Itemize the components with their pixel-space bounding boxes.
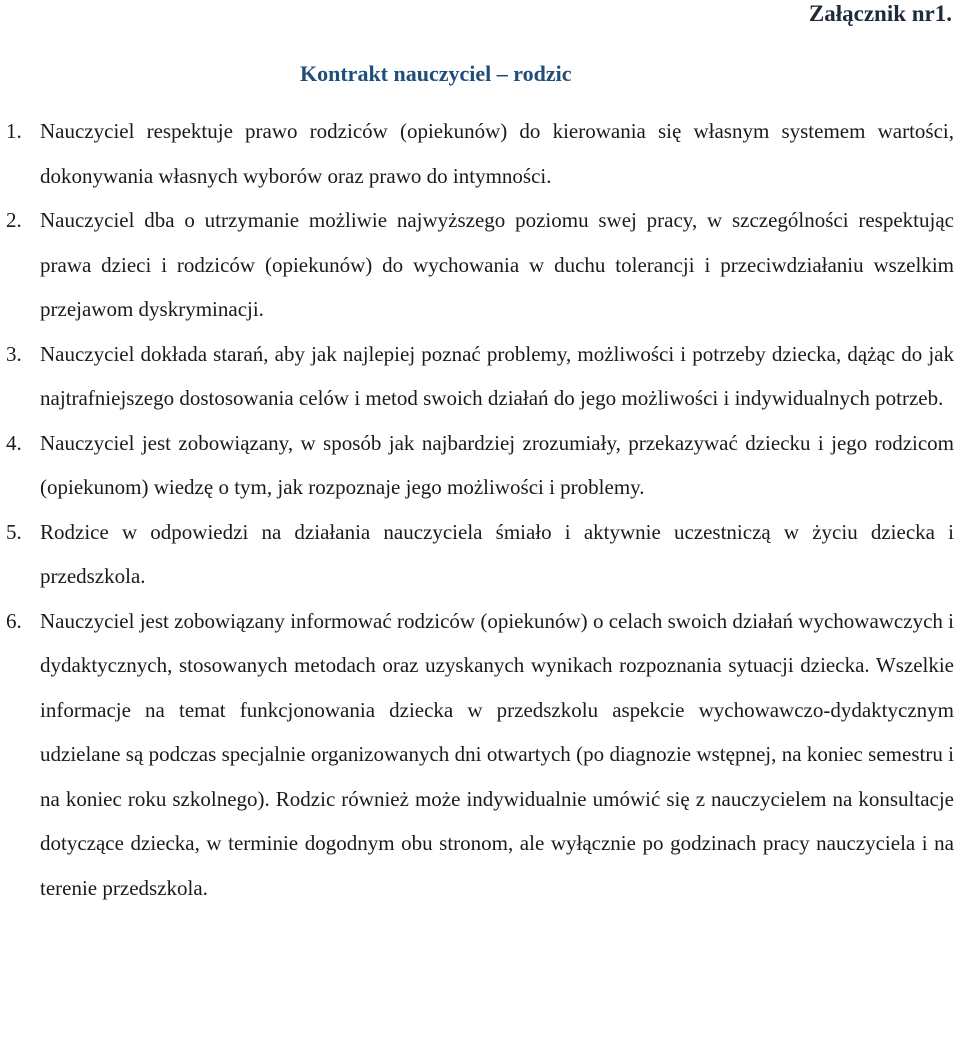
item-number: 1. — [6, 119, 22, 143]
list-item — [6, 510, 954, 599]
item-text: Nauczyciel respektuje prawo rodziców (opiekunów) do kierowania się własnym systemem wartości, dokonywania własnych wyborów oraz prawo do intymności. — [40, 119, 954, 188]
list-item — [6, 599, 954, 911]
list-item — [6, 109, 954, 198]
item-number: 4. — [6, 430, 22, 455]
item-text: Nauczyciel jest zobowiązany informować rodziców (opiekunów) o celach swoich działań wychowawczych i dydaktycznych, stosowanych metodach oraz uzyskanych wynikach rozpoznania sytuacji dziecka. Wszelkie informacje na temat funkcjonowania dziecka w przedszkolu aspekcie wychowawczo-dydaktycznym udzielane są podczas specjalnie organizowanych dni otwartych (po diagnozie wstępnej, na koniec semestru i na koniec roku szkolnego). Rodzic również może indywidualnie umówić się z nauczycielem na konsultacje dotyczące dziecka, w terminie dogodnym obu stronom, ale wyłącznie po godzinach pracy nauczyciela i na terenie przedszkola. — [40, 608, 954, 900]
item-number: 6. — [6, 608, 22, 633]
list-item — [6, 332, 954, 421]
contract-list — [6, 109, 954, 910]
item-text: Nauczyciel dba o utrzymanie możliwie najwyższego poziomu swej pracy, w szczególności respektując prawa dzieci i rodziców (opiekunów) do wychowania w duchu tolerancji i przeciwdziałaniu wszelkim przejawom dyskryminacji. — [40, 208, 954, 321]
item-number: 3. — [6, 341, 22, 366]
item-number: 5. — [6, 519, 22, 544]
document-title: Kontrakt nauczyciel – rodzic — [300, 61, 572, 86]
list-item — [6, 421, 954, 510]
list-item — [6, 198, 954, 332]
item-text: Nauczyciel dokłada starań, aby jak najlepiej poznać problemy, możliwości i potrzeby dziecka, dążąc do jak najtrafniejszego dostosowania celów i metod swoich działań do jego możliwości i indywidualnych potrzeb. — [40, 341, 954, 410]
annex-label: Załącznik nr1. — [808, 1, 952, 26]
item-text: Nauczyciel jest zobowiązany, w sposób jak najbardziej zrozumiały, przekazywać dziecku i jego rodzicom (opiekunom) wiedzę o tym, jak rozpoznaje jego możliwości i problemy. — [40, 430, 954, 499]
item-number: 2. — [6, 208, 22, 232]
item-text: Rodzice w odpowiedzi na działania nauczyciela śmiało i aktywnie uczestniczą w życiu dziecka i przedszkola. — [40, 519, 954, 588]
